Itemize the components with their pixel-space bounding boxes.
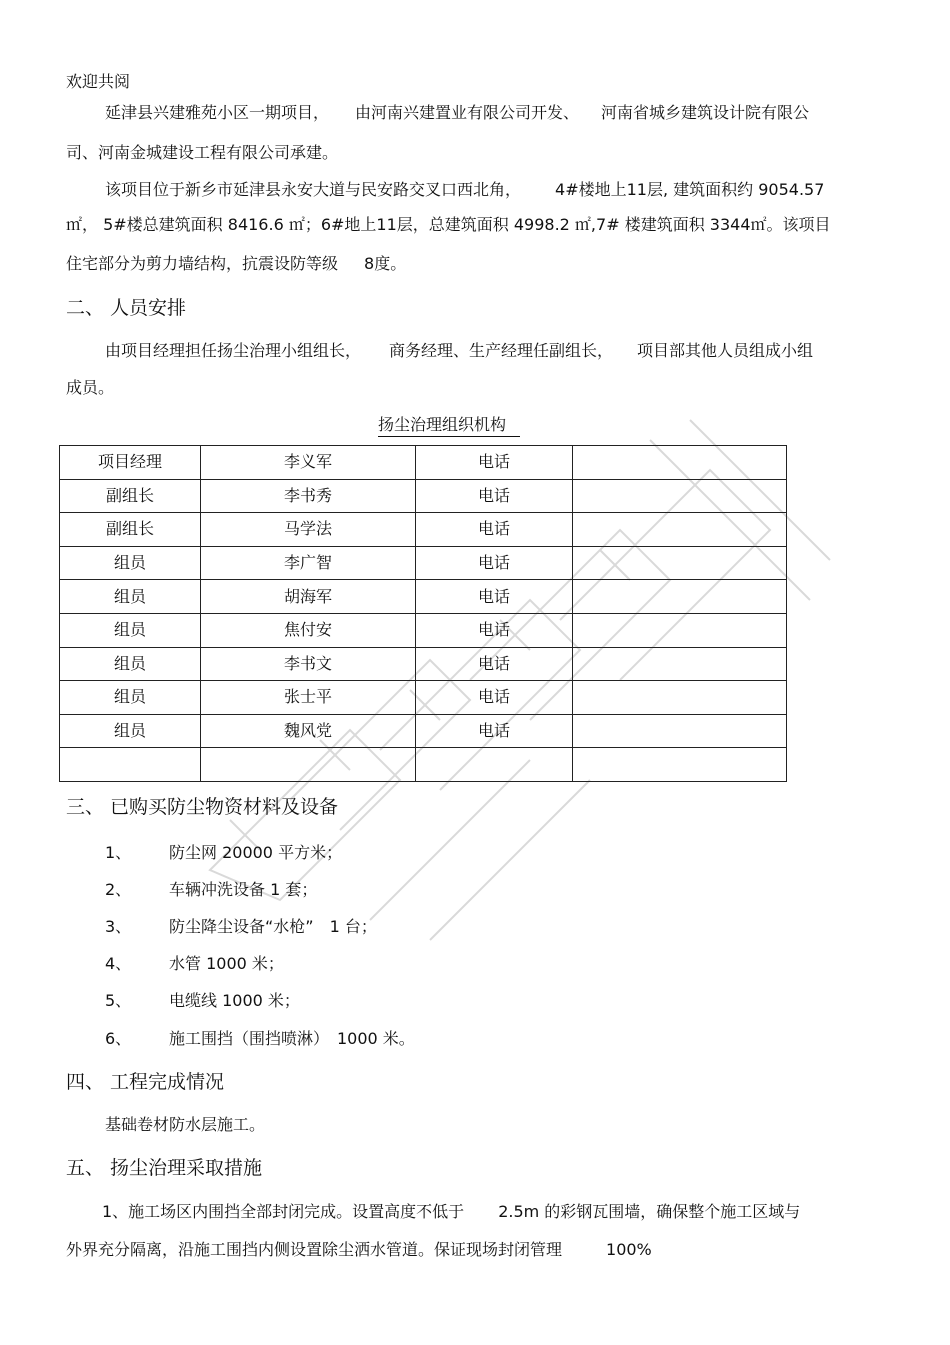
role-cell: 组员 [60, 580, 201, 614]
phone-label-cell: 电话 [416, 714, 573, 748]
section-5-heading: 五、 扬尘治理采取措施 [66, 1157, 263, 1179]
table-row [60, 513, 787, 547]
intro-paragraph-1-line-2: 司、河南金城建设工程有限公司承建。 [66, 143, 339, 162]
organization-table [59, 445, 787, 782]
phone-label-cell [416, 748, 573, 782]
phone-label-cell: 电话 [416, 513, 573, 547]
role-cell: 副组长 [60, 479, 201, 513]
name-cell: 焦付安 [201, 613, 416, 647]
role-cell: 组员 [60, 613, 201, 647]
table-row [60, 681, 787, 715]
intro-paragraph-1-line-1: 延津县兴建雅苑小区一期项目， 由河南兴建置业有限公司开发、 河南省城乡建筑设计院有限公 [105, 103, 810, 122]
role-cell: 项目经理 [60, 446, 201, 480]
phone-value-cell [573, 647, 787, 681]
intro-paragraph-2-line-3: 住宅部分为剪力墙结构，抗震设防等级 8度。 [66, 254, 407, 273]
section-3-heading: 三、 已购买防尘物资材料及设备 [66, 796, 339, 818]
intro-paragraph-2-line-2: ㎡， 5#楼总建筑面积 8416.6 ㎡；6#地上11层，总建筑面积 4998.2 ㎡,7# 楼建筑面积 3344㎡。该项目 [66, 215, 831, 234]
section-4-text: 基础卷材防水层施工。 [105, 1115, 266, 1134]
role-cell: 组员 [60, 681, 201, 715]
role-cell: 副组长 [60, 513, 201, 547]
intro-paragraph-2-line-1: 该项目位于新乡市延津县永安大道与民安路交叉口西北角， 4#楼地上11层, 建筑面积约 9054.57 [105, 180, 825, 199]
name-cell: 张士平 [201, 681, 416, 715]
role-cell: 组员 [60, 714, 201, 748]
table-row [60, 446, 787, 480]
name-cell: 胡海军 [201, 580, 416, 614]
document-page: 欢迎共阅 延津县兴建雅苑小区一期项目， 由河南兴建置业有限公司开发、 河南省城乡建筑设计院有限公 司、河南金城建设工程有限公司承建。 该项目位于新乡市延津县永安大道与民安路交叉口西北角， 4#楼地上11层, 建筑面积约 9054.57 ㎡， 5#楼总建筑面积 8416.6 ㎡；6#地上11层，总建筑面积 4998.2 ㎡,7# 楼建筑面积 3344㎡。该项目 住宅部分为剪力墙结构，抗震设防等级 8度。 二、 人员安排 由项目经理担任扬尘治理小组组长， 商务经理、生产经理任副组长， 项目部其他人员组成小组 成员。 扬尘治理组织机构 项目经理 李义军 电话 副组长 李书秀 电话 副组长 马学法 电话 组员 李广智 电话 组员 胡海军 电话 组员 焦付安 电话 组员 李书文 电话 组员 张士平 电话 组员 魏风党 电话 三、 已购买防尘物资材料及设备 1、 防尘网 20000 平方米； 2、 车辆冲洗设备 1 套； 3、 防尘降尘设备“水枪” 1 台； 4、 水管 1000 米； 5、 电缆线 1000 米； 6、 施工围挡（围挡喷淋） 1000 米。 四、 工程完成情况 基础卷材防水层施工。 五、 扬尘治理采取措施 1、施工场区内围挡全部封闭完成。设置高度不低于 2.5m 的彩钢瓦围墙，确保整个施工区域与 外界充分隔离，沿施工围挡内侧设置除尘洒水管道。保证现场封闭管理 100% [0, 0, 950, 1345]
name-cell: 李书秀 [201, 479, 416, 513]
section-2-paragraph-line-1: 由项目经理担任扬尘治理小组组长， 商务经理、生产经理任副组长， 项目部其他人员组成小组 [105, 341, 814, 360]
role-cell [60, 748, 201, 782]
role-cell: 组员 [60, 546, 201, 580]
role-cell: 组员 [60, 647, 201, 681]
phone-value-cell [573, 681, 787, 715]
table-row [60, 580, 787, 614]
section-5-paragraph-line-1: 1、施工场区内围挡全部封闭完成。设置高度不低于 2.5m 的彩钢瓦围墙，确保整个施工区域与 [102, 1202, 801, 1221]
phone-label-cell: 电话 [416, 613, 573, 647]
name-cell [201, 748, 416, 782]
phone-value-cell [573, 613, 787, 647]
table-row [60, 714, 787, 748]
welcome-text: 欢迎共阅 [66, 72, 131, 91]
phone-value-cell [573, 748, 787, 782]
phone-label-cell: 电话 [416, 446, 573, 480]
phone-value-cell [573, 479, 787, 513]
phone-value-cell [573, 546, 787, 580]
name-cell: 李义军 [201, 446, 416, 480]
name-cell: 魏风党 [201, 714, 416, 748]
table-row [60, 479, 787, 513]
section-4-heading: 四、 工程完成情况 [66, 1071, 225, 1093]
phone-label-cell: 电话 [416, 681, 573, 715]
phone-value-cell [573, 513, 787, 547]
phone-value-cell [573, 714, 787, 748]
name-cell: 马学法 [201, 513, 416, 547]
name-cell: 李广智 [201, 546, 416, 580]
phone-label-cell: 电话 [416, 546, 573, 580]
table-caption: 扬尘治理组织机构 [378, 414, 520, 437]
phone-value-cell [573, 446, 787, 480]
section-5-paragraph-line-2: 外界充分隔离，沿施工围挡内侧设置除尘洒水管道。保证现场封闭管理 100% [66, 1240, 652, 1259]
section-2-paragraph-line-2: 成员。 [66, 378, 115, 397]
phone-label-cell: 电话 [416, 479, 573, 513]
table-row [60, 647, 787, 681]
table-row [60, 546, 787, 580]
phone-value-cell [573, 580, 787, 614]
section-2-heading: 二、 人员安排 [66, 297, 187, 319]
name-cell: 李书文 [201, 647, 416, 681]
table-row [60, 613, 787, 647]
phone-label-cell: 电话 [416, 647, 573, 681]
table-row [60, 748, 787, 782]
phone-label-cell: 电话 [416, 580, 573, 614]
